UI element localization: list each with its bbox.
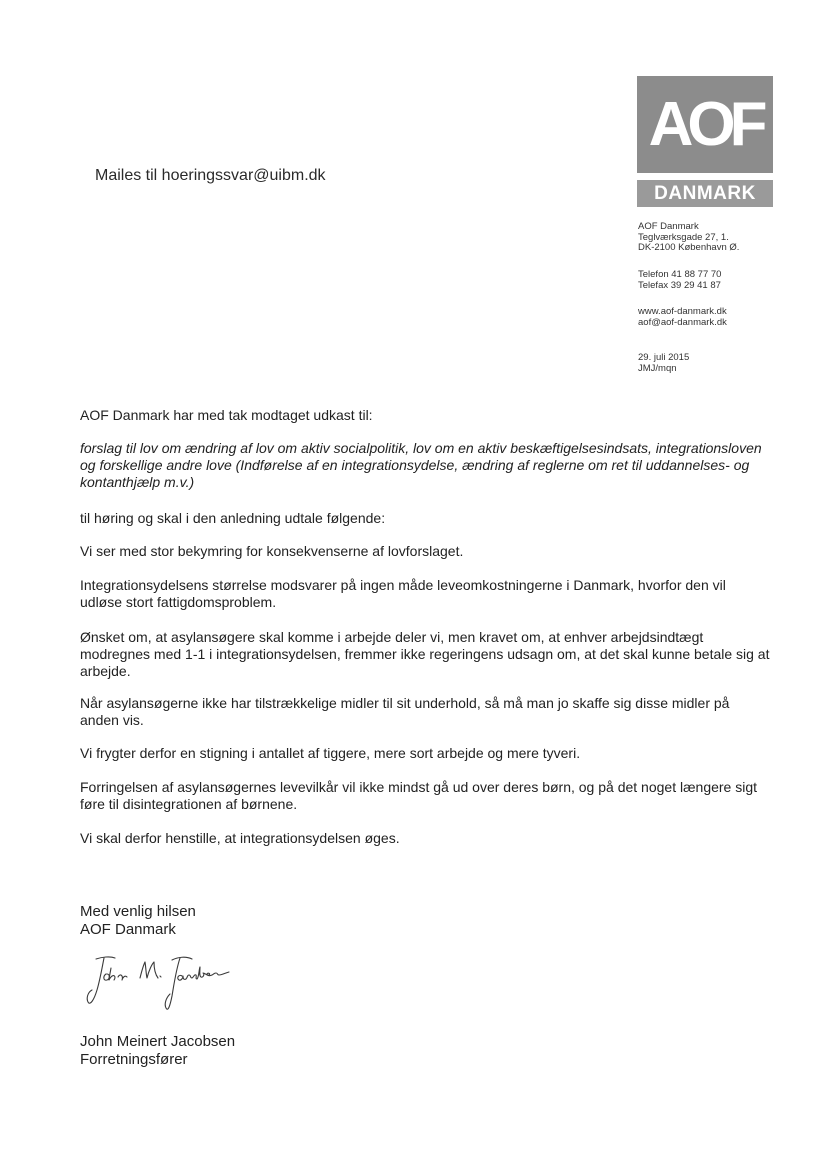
contact-fax: Telefax 39 29 41 87	[638, 279, 721, 291]
paragraph-1: Vi ser med stor bekymring for konsekvenserne af lovforslaget.	[80, 543, 464, 559]
paragraph-2: Integrationsydelsens størrelse modsvarer på ingen måde leveomkostningerne i Danmark, hvorfor den vil udløse stort fattigdomsproblem.	[80, 577, 726, 610]
contact-website: www.aof-danmark.dk	[638, 306, 727, 317]
contact-org: AOF Danmark	[638, 221, 699, 232]
bill-title: forslag til lov om ændring af lov om aktiv socialpolitik, lov om en aktiv beskæftigelsesindsats, integrationsloven og forskellige andre love (Indførelse af en integrationsydelse, ændring af reglerne om ret til uddannelses- og kontanthjælp m.v.)	[80, 440, 762, 490]
closing-greeting: Med venlig hilsen	[80, 903, 196, 920]
logo-main-text: AOF	[648, 90, 762, 159]
contact-email: aof@aof-danmark.dk	[638, 316, 727, 328]
signer-name: John Meinert Jacobsen	[80, 1033, 236, 1050]
contact-street: Teglværksgade 27, 1.	[638, 231, 729, 243]
paragraph-6: Forringelsen af asylansøgernes levevilkår vil ikke mindst gå ud over deres børn, og på det noget længere sigt føre til disintegrationen af børnene.	[80, 779, 758, 812]
closing-org: AOF Danmark	[80, 921, 176, 938]
mail-to-line: Mailes til hoeringssvar@uibm.dk	[95, 167, 326, 184]
logo-sub-text: DANMARK	[654, 183, 756, 204]
letter-date-block	[638, 353, 689, 374]
paragraph-4: Når asylansøgerne ikke har tilstrækkelige midler til sit underhold, så må man jo skaffe sig disse midler på anden vis.	[80, 695, 730, 728]
hearing-paragraph: til høring og skal i den anledning udtale følgende:	[80, 510, 386, 526]
letter-reference: JMJ/mqn	[638, 362, 677, 374]
contact-phone: Telefon 41 88 77 70	[638, 269, 722, 280]
contact-web	[638, 307, 727, 328]
aof-logo	[637, 76, 773, 207]
paragraph-5: Vi frygter derfor en stigning i antallet af tiggere, mere sort arbejde og mere tyveri.	[80, 745, 581, 761]
contact-phones	[638, 270, 721, 291]
paragraph-3: Ønsket om, at asylansøgere skal komme i arbejde deler vi, men kravet om, at enhver arbejdsindtægt modregnes med 1-1 i integrationsydelsen, fremmer ikke regeringens udsagn om, at det skal kunne betale sig at arbejde.	[80, 629, 770, 679]
signer-title: Forretningsfører	[80, 1051, 188, 1068]
letter-date: 29. juli 2015	[638, 352, 690, 363]
intro-paragraph: AOF Danmark har med tak modtaget udkast til:	[80, 407, 373, 423]
handwritten-signature	[82, 950, 232, 1020]
paragraph-7: Vi skal derfor henstille, at integrationsydelsen øges.	[80, 830, 400, 846]
contact-city: DK-2100 København Ø.	[638, 242, 740, 253]
contact-address	[638, 222, 739, 254]
